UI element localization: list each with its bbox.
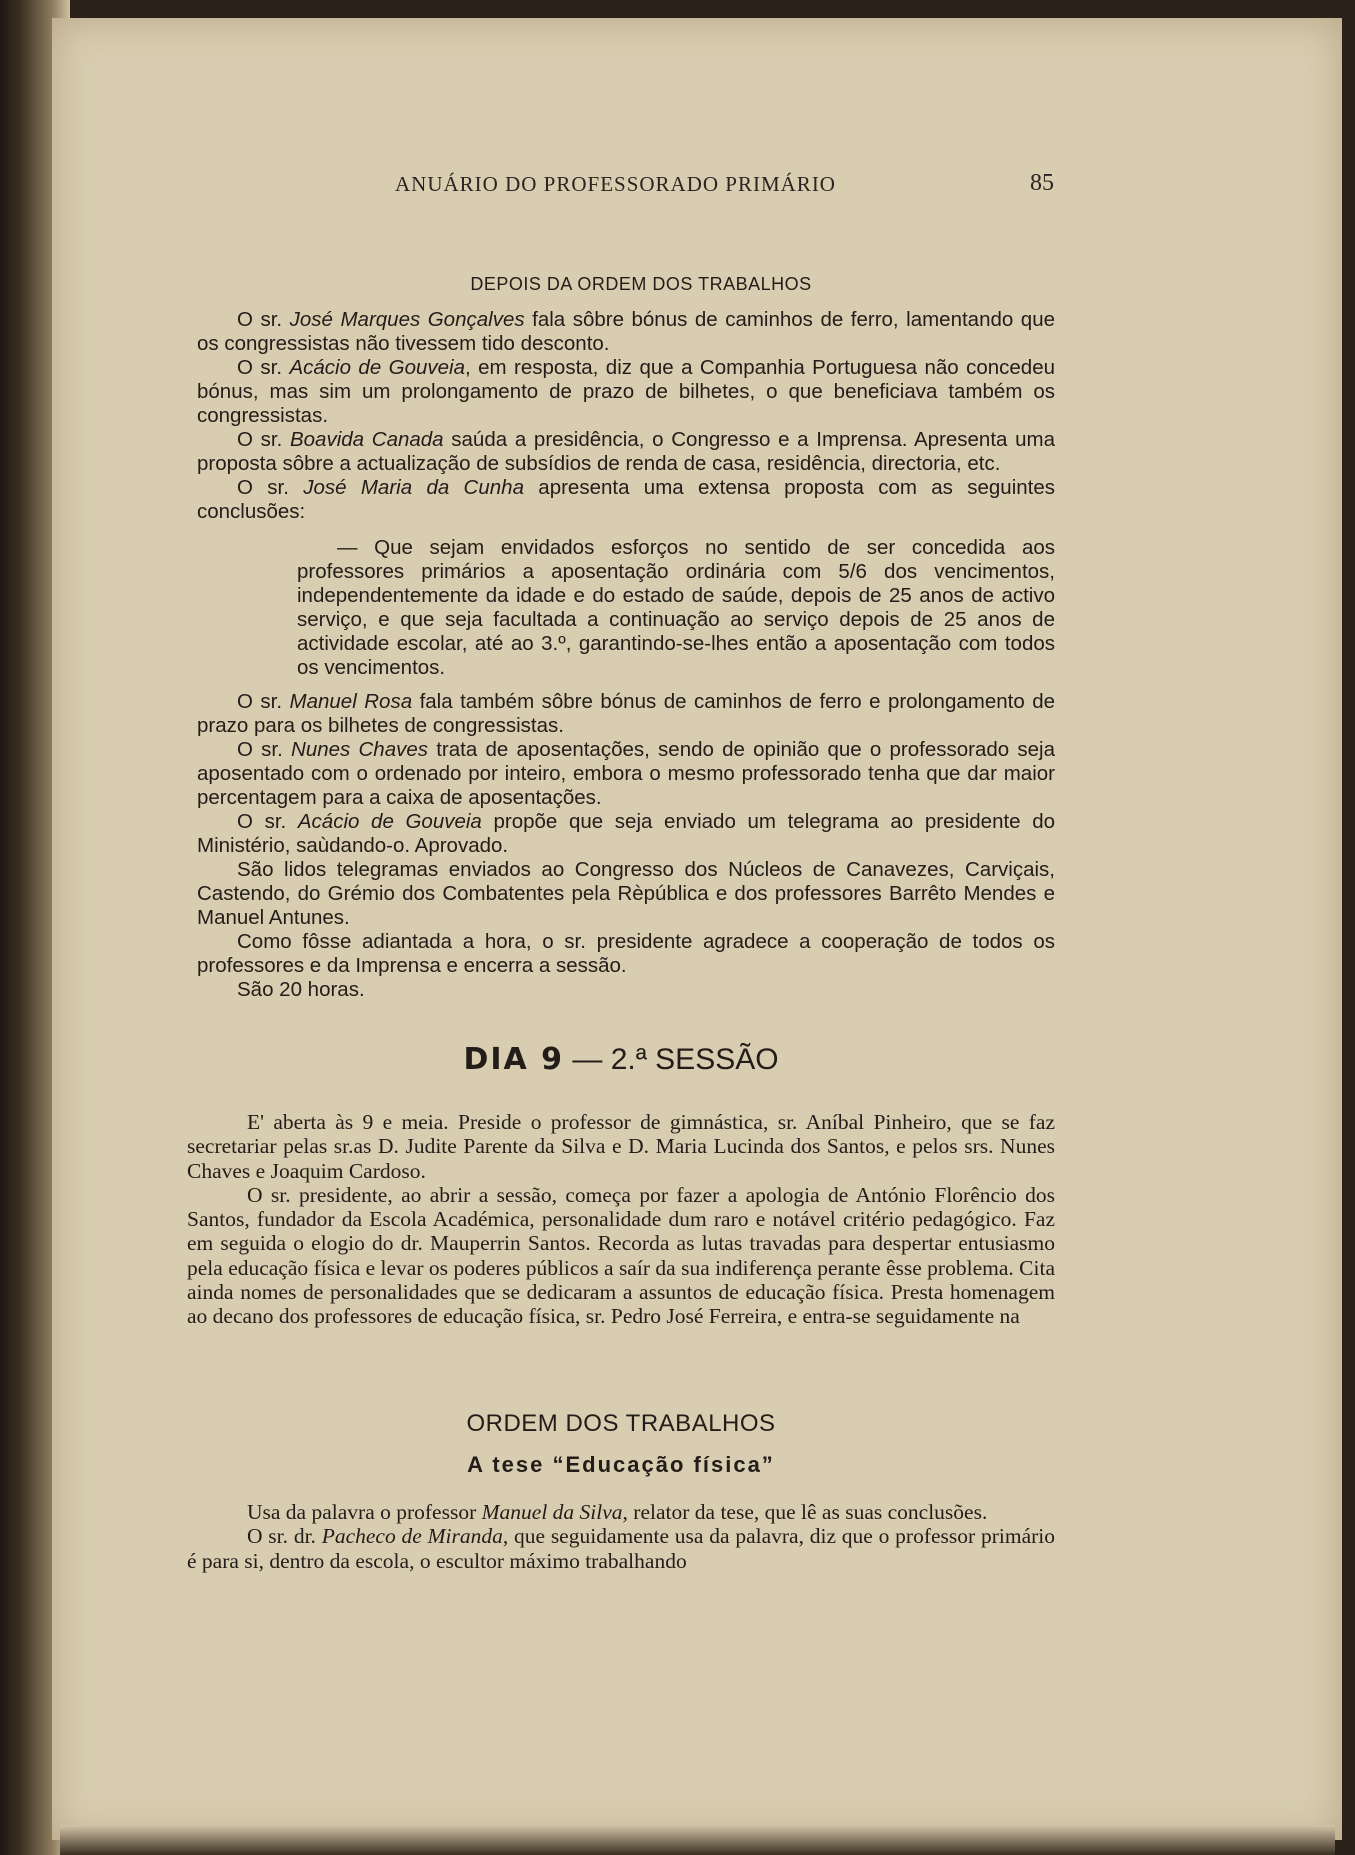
page-content: [187, 0, 1055, 1800]
paragraph: O sr. Nunes Chaves trata de aposentações, sendo de opinião que o professorado seja aposentado com o ordenado por inteiro, embora o mesmo professorado tenha que dar maior percentagem para a caixa de aposentações.: [197, 738, 1055, 809]
speaker-name: Manuel Rosa: [289, 690, 413, 713]
speaker-name: Acácio de Gouveia: [297, 810, 482, 833]
paragraph: O sr. Acácio de Gouveia, em resposta, diz que a Companhia Portuguesa não concedeu bónus, mas sim um prolongamento de prazo de bilhetes, o que beneficiava também os congressistas.: [197, 356, 1056, 427]
section1-body: [197, 308, 1055, 1002]
running-title: ANUÁRIO DO PROFESSORADO PRIMÁRIO: [395, 172, 836, 196]
paragraph: E' aberta às 9 e meia. Preside o professor de gimnástica, sr. Aníbal Pinheiro, que se faz secretariar pelas sr.as D. Judite Parente da Silva e D. Maria Lucinda dos Santos, e pelos srs. Nunes Chaves e Joaquim Cardoso.: [187, 1110, 1055, 1183]
session-day: DIA 9: [463, 1042, 565, 1077]
proposal-quote: — Que sejam envidados esforços no sentido de ser concedida aos professores primários a aposentação ordinária com 5/6 dos vencimentos, independentemente da idade e do estado de saúde, depois de 25 anos de activo serviço, e que seja facultada a continuação ao serviço depois de 25 anos de actividade escolar, até ao 3.º, garantindo-se-lhes então a aposentação com todos os vencimentos.: [297, 536, 1055, 679]
paragraph: Como fôsse adiantada a hora, o sr. presidente agradece a cooperação de todos os professores e da Imprensa e encerra a sessão.: [197, 930, 1055, 977]
session-body: [187, 1110, 1055, 1329]
speaker-name: José Maria da Cunha: [303, 476, 524, 499]
section-heading-ordem: ORDEM DOS TRABALHOS: [466, 1410, 776, 1437]
paragraph: O sr. Acácio de Gouveia propõe que seja enviado um telegrama ao presidente do Ministério, saùdando-o. Aprovado.: [197, 810, 1056, 857]
session-title: [187, 1042, 1055, 1077]
speaker-name: Boavida Canada: [289, 428, 444, 451]
paragraph: São 20 horas.: [237, 978, 365, 1001]
section2-body: [187, 1500, 1055, 1573]
paragraph: O sr. José Maria da Cunha apresenta uma extensa proposta com as seguintes conclusões:: [197, 476, 1055, 523]
paragraph: Usa da palavra o professor Manuel da Silva, relator da tese, que lê as suas conclusões.: [247, 1500, 988, 1524]
speaker-name: José Marques Gonçalves: [289, 308, 525, 331]
paragraph: O sr. Manuel Rosa fala também sôbre bónus de caminhos de ferro e prolongamento de prazo para os bilhetes de congressistas.: [197, 690, 1055, 737]
thesis-title: A tese “Educação física”: [467, 1452, 775, 1477]
page-number: 85: [1030, 170, 1054, 196]
paragraph: São lidos telegramas enviados ao Congresso dos Núcleos de Canavezes, Carviçais, Castendo, do Grémio dos Combatentes pela Rèpública e dos professores Barrêto Mendes e Manuel Antunes.: [197, 858, 1055, 929]
speaker-name: Pacheco de Miranda: [321, 1524, 503, 1549]
paragraph: O sr. Boavida Canada saúda a presidência, o Congresso e a Imprensa. Apresenta uma proposta sôbre a actualização de subsídios de renda de casa, residência, directoria, etc.: [197, 428, 1056, 475]
section-heading-depois: DEPOIS DA ORDEM DOS TRABALHOS: [470, 274, 812, 294]
paragraph: O sr. dr. Pacheco de Miranda, que seguidamente usa da palavra, diz que o professor primário é para si, dentro da escola, o escultor máximo trabalhando: [187, 1524, 1055, 1573]
paragraph: O sr. presidente, ao abrir a sessão, começa por fazer a apologia de António Florêncio dos Santos, fundador da Escola Académica, personalidade dum raro e notável critério pedagógico. Faz em seguida o elogio do dr. Mauperrin Santos. Recorda as lutas travadas para despertar entusiasmo pela educação física e levar os poderes públicos a saír da sua indiferença perante êsse problema. Cita ainda nomes de personalidades que se dedicaram a assuntos de educação física. Presta homenagem ao decano dos professores de educação física, sr. Pedro José Ferreira, e entra-se seguidamente na: [187, 1182, 1055, 1329]
page-bottom-edge: [60, 1825, 1335, 1855]
paragraph: O sr. José Marques Gonçalves fala sôbre bónus de caminhos de ferro, lamentando que os congressistas não tivessem tido desconto.: [197, 308, 1056, 355]
speaker-name: Manuel da Silva: [481, 1500, 623, 1524]
speaker-name: Nunes Chaves: [291, 738, 429, 761]
session-number: — 2.ª SESSÃO: [564, 1043, 779, 1076]
speaker-name: Acácio de Gouveia: [289, 356, 466, 379]
